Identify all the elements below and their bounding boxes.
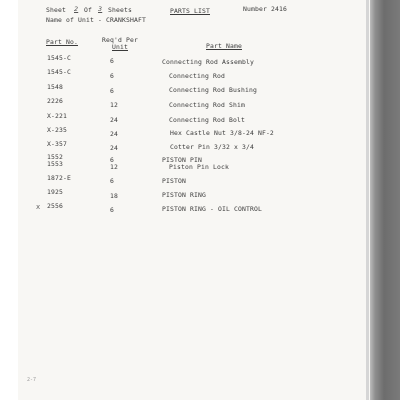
- sheet-of: Of: [84, 6, 92, 14]
- row-10-part-no: 1872-E: [47, 174, 71, 182]
- sheet-number: 2: [74, 5, 79, 13]
- row-11-qty: 18: [110, 192, 118, 200]
- row-5-qty: 24: [110, 116, 118, 124]
- col-part-no: Part No.: [46, 38, 78, 46]
- col-reqd-line2: Unit: [112, 43, 128, 51]
- row-6-name: Hex Castle Nut 3/8-24 NF-2: [170, 129, 274, 137]
- row-12-name: PISTON RING - OIL CONTROL: [162, 205, 262, 213]
- row-3-name: Connecting Rod Bushing: [169, 86, 257, 94]
- row-1-name: Connecting Rod Assembly: [162, 58, 254, 66]
- page-edge: [366, 0, 369, 400]
- col-reqd-line1: Req'd Per: [102, 36, 138, 44]
- col-part-name: Part Name: [206, 42, 242, 50]
- row-12-part-no: 2556: [47, 202, 63, 210]
- footer-mark: 2-7: [27, 377, 37, 383]
- row-4-name: Connecting Rod Shim: [169, 101, 245, 109]
- row-9-name: Piston Pin Lock: [169, 163, 229, 171]
- row-2-part-no: 1545-C: [47, 68, 71, 76]
- row-6-part-no: X-235: [47, 126, 67, 134]
- unit-name: Name of Unit - CRANKSHAFT: [46, 16, 146, 24]
- row-5-name: Connecting Rod Bolt: [169, 116, 245, 124]
- row-8-qty: 6: [110, 156, 114, 164]
- row-2-name: Connecting Rod: [169, 72, 225, 80]
- row-4-qty: 12: [110, 101, 118, 109]
- row-8-name: PISTON PIN: [162, 156, 202, 164]
- row-9-qty: 12: [110, 163, 118, 171]
- row-5-part-no: X-221: [47, 112, 67, 120]
- document-title: PARTS LIST: [170, 7, 210, 15]
- row-11-name: PISTON RING: [162, 191, 206, 199]
- row-2-qty: 6: [110, 72, 114, 80]
- row-12-qty: 6: [110, 206, 114, 214]
- check-mark: x: [36, 203, 41, 211]
- row-1-part-no: 1545-C: [47, 54, 71, 62]
- row-9-part-no: 1553: [47, 160, 63, 168]
- row-3-qty: 6: [110, 87, 114, 95]
- sheet-prefix: Sheet: [46, 6, 66, 14]
- row-11-part-no: 1925: [47, 188, 63, 196]
- row-3-part-no: 1548: [47, 83, 63, 91]
- row-10-qty: 6: [110, 177, 114, 185]
- row-6-qty: 24: [110, 130, 118, 138]
- document-number: Number 2416: [243, 5, 287, 13]
- row-1-qty: 6: [110, 57, 114, 65]
- sheet-total: 3: [98, 5, 103, 13]
- row-7-part-no: X-357: [47, 140, 67, 148]
- row-4-part-no: 2226: [47, 97, 63, 105]
- row-7-qty: 24: [110, 144, 118, 152]
- row-7-name: Cotter Pin 3/32 x 3/4: [170, 143, 254, 151]
- row-10-name: PISTON: [162, 177, 186, 185]
- scan-shadow: [370, 0, 400, 400]
- sheet-suffix: Sheets: [108, 6, 132, 14]
- row-8-part-no: 1552: [47, 153, 63, 161]
